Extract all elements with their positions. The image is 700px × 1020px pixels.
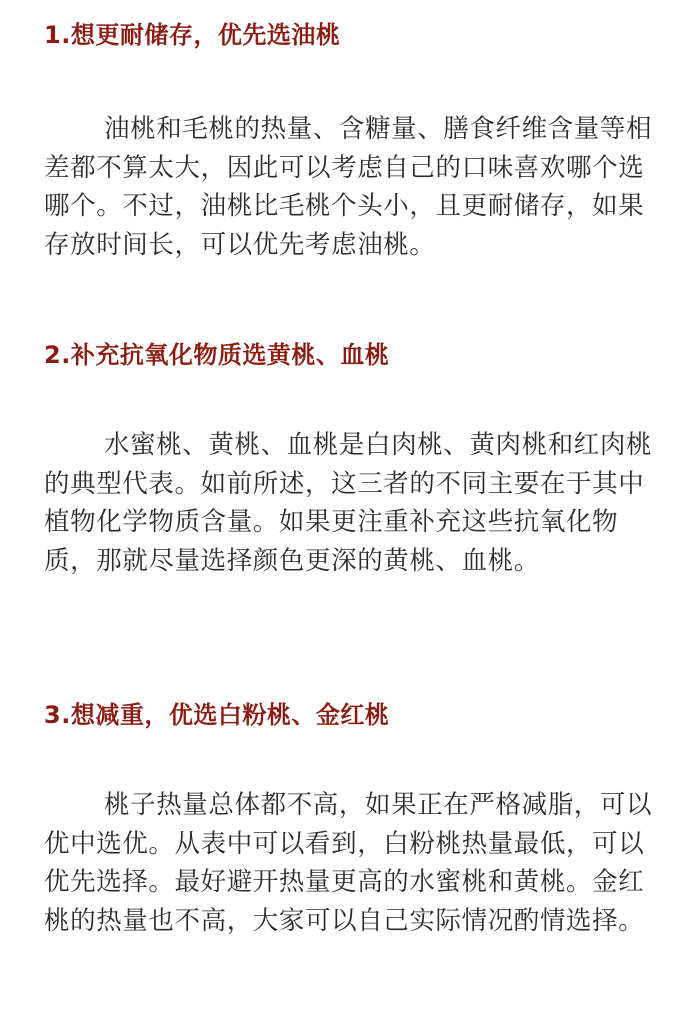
section-heading: 2.补充抗氧化物质选黄桃、血桃	[44, 341, 390, 369]
section-paragraph: 桃子热量总体都不高，如果正在严格减脂，可以优中选优。从表中可以看到，白粉桃热量最低，可以优先选择。最好避开热量更高的水蜜桃和黄桃。金红桃的热量也不高，大家可以自己实际情况酌情选择。	[44, 790, 653, 936]
section-heading: 3.想减重，优选白粉桃、金红桃	[44, 701, 390, 729]
section-heading: 1.想更耐储存，优先选油桃	[44, 21, 341, 49]
section-paragraph: 水蜜桃、黄桃、血桃是白肉桃、黄肉桃和红肉桃的典型代表。如前所述，这三者的不同主要在于其中植物化学物质含量。如果更注重补充这些抗氧化物质，那就尽量选择颜色更深的黄桃、血桃。	[44, 430, 653, 576]
section-paragraph: 油桃和毛桃的热量、含糖量、膳食纤维含量等相差都不算太大，因此可以考虑自己的口味喜欢哪个选哪个。不过，油桃比毛桃个头小，且更耐储存，如果存放时间长，可以优先考虑油桃。	[44, 114, 653, 260]
